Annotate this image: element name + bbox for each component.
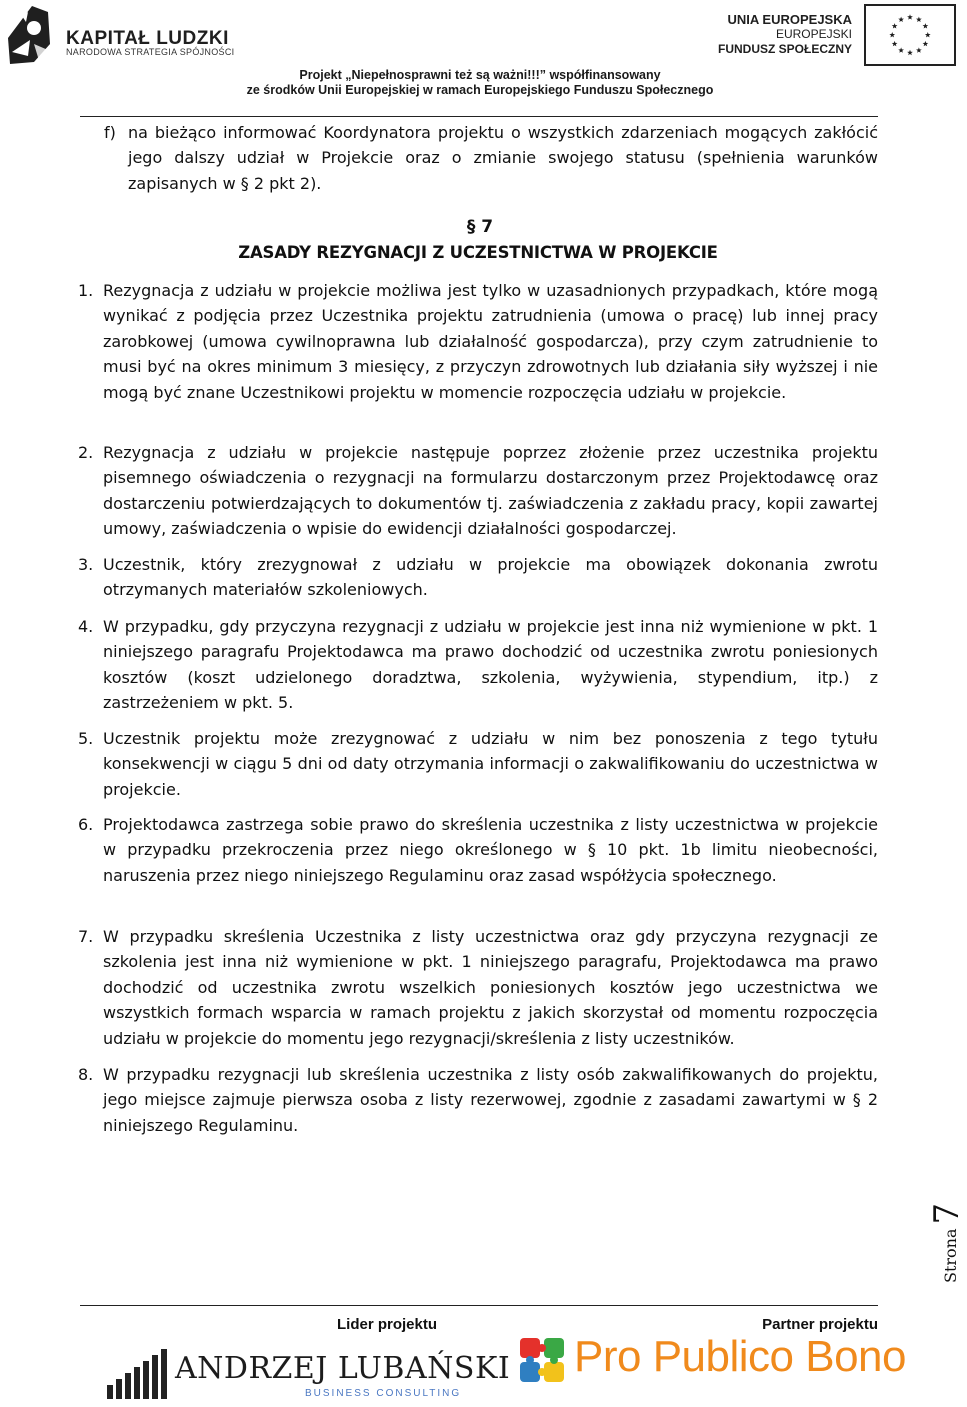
- list-item: [78, 924, 878, 1051]
- item-text: Rezygnacja z udziału w projekcie możliwa jest tylko w uzasadnionych przypadkach, które mogą wynikać z podjęcia przez Uczestnika projektu zatrudnienia (umowa o pracę) lub innej pracy zarobkowej (umowa cywilnoprawna lub działalność gospodarcza), przy czym zatrudnienie to musi być na okres minimum 3 miesięcy, z przyczyn zdrowotnych lub działania siły wyższej i nie mogą być znane Uczestnikowi projektu w momencie rozpoczęcia udziału w projekcie.: [103, 281, 878, 402]
- list-item: [78, 614, 878, 716]
- item-number: 2.: [78, 443, 94, 462]
- page-number-rotated: [927, 1203, 967, 1283]
- page-number-block: [925, 1195, 965, 1295]
- lider-logo: [105, 1345, 511, 1403]
- item-number: 8.: [78, 1065, 94, 1084]
- header-rule: [80, 116, 878, 117]
- list-item: [78, 726, 878, 802]
- lider-name: ANDRZEJ LUBAŃSKI: [175, 1351, 511, 1386]
- list-item: [78, 440, 878, 542]
- section-mark: § 7: [466, 217, 494, 237]
- item-text: Rezygnacja z udziału w projekcie następuje poprzez złożenie przez uczestnika projektu pisemnego oświadczenia o rezygnacji na formularzu dostarczonym przez Projektodawcę oraz dostarczeniu potwierdzających to dokumentów tj. zaświadczenia z zakładu pracy, kopii zawartej umowy, zaświadczenia o wpisie do ewidencji działalności gospodarczej.: [103, 443, 878, 539]
- footer-rule: [80, 1305, 878, 1306]
- intro-label: f): [104, 123, 116, 142]
- intro-paragraph: [104, 120, 878, 196]
- partner-name: Pro Publico Bono: [574, 1332, 906, 1381]
- project-line-1: Projekt „Niepełnosprawni też są ważni!!!” współfinansowany: [299, 68, 661, 82]
- project-line-2: ze środków Unii Europejskiej w ramach Europejskiego Funduszu Społecznego: [246, 83, 714, 97]
- kapital-ludzki-logo-icon: [4, 4, 64, 70]
- item-number: 3.: [78, 555, 94, 574]
- kapital-ludzki-name: KAPITAŁ LUDZKI: [66, 28, 229, 49]
- item-number: 6.: [78, 815, 94, 834]
- section-title: ZASADY REZYGNACJI Z UCZESTNICTWA W PROJEKCIE: [238, 243, 718, 262]
- list-item: [78, 812, 878, 888]
- item-text: W przypadku, gdy przyczyna rezygnacji z udziału w projekcie jest inna niż wymienione w pkt. 1 niniejszego paragrafu Projektodawca ma prawo dochodzić od uczestnika zwrotu poniesionych kosztów (koszt udzielonego doradztwa, szkolenia, wyżywienia, stypendium, itp.) z zastrzeżeniem w pkt. 5.: [103, 617, 878, 713]
- eu-fund-label: [718, 12, 852, 57]
- eu-line-3: FUNDUSZ SPOŁECZNY: [717, 42, 852, 56]
- page-header: [0, 0, 960, 120]
- list-item: [78, 1062, 878, 1138]
- item-number: 7.: [78, 927, 94, 946]
- item-number: 4.: [78, 617, 94, 636]
- lider-label: Lider projektu: [337, 1316, 438, 1333]
- page-word: Strona: [941, 1228, 960, 1283]
- item-text: W przypadku skreślenia Uczestnika z listy uczestnictwa oraz gdy przyczyna rezygnacji ze szkolenia jest inna niż wymienione w pkt. 1 niniejszego paragrafu, Projektodawca ma prawo dochodzić od uczestnika zwrotu wszelkich poniesionych kosztów jego uczestnictwa we wszystkich formach wsparcia w ramach projektu z jakich skorzystał od momentu rozpoczęcia udziału w projekcie do momentu jego rezygnacji/skreślenia z listy uczestników.: [103, 927, 878, 1048]
- list-item: [78, 552, 878, 603]
- bar-chart-logo-icon: [105, 1345, 175, 1403]
- partner-label: Partner projektu: [762, 1316, 878, 1333]
- eu-flag-icon: [864, 4, 956, 66]
- list-item: [78, 278, 878, 405]
- eu-line-1: UNIA EUROPEJSKA: [727, 12, 852, 27]
- item-text: Uczestnik, który zrezygnował z udziału w projekcie ma obowiązek dokonania zwrotu otrzymanych materiałów szkoleniowych.: [103, 555, 878, 600]
- page-number: 7: [927, 1202, 967, 1225]
- puzzle-logo-icon: [518, 1336, 566, 1384]
- partner-logo: [518, 1332, 906, 1392]
- lider-subtitle: BUSINESS CONSULTING: [305, 1388, 462, 1399]
- eu-line-2: EUROPEJSKI: [775, 27, 852, 41]
- intro-text: na bieżąco informować Koordynatora projektu o wszystkich zdarzeniach mogących zakłócić jego dalszy udział w Projekcie oraz o zmianie swojego statusu (spełnienia warunków zapisanych w § 2 pkt 2).: [128, 123, 878, 193]
- item-number: 5.: [78, 729, 94, 748]
- kapital-ludzki-subtitle: NARODOWA STRATEGIA SPÓJNOŚCI: [66, 47, 235, 57]
- item-number: 1.: [78, 281, 94, 300]
- item-text: W przypadku rezygnacji lub skreślenia uczestnika z listy osób zakwalifikowanych do projektu, jego miejsce zajmuje pierwsza osoba z listy rezerwowej, zgodnie z zasadami zawartymi w § 2 niniejszego Regulaminu.: [103, 1065, 878, 1135]
- item-text: Uczestnik projektu może zrezygnować z udziału w nim bez ponoszenia z tego tytułu konsekwencji w ciągu 5 dni od daty otrzymania informacji o zakwalifikowaniu do uczestnictwa w projekcie.: [103, 729, 878, 799]
- item-text: Projektodawca zastrzega sobie prawo do skreślenia uczestnika z listy uczestnictwa w projekcie w przypadku przekroczenia przez niego określonego w § 10 pkt. 1b limitu nieobecności, naruszenia przez niego niniejszego Regulaminu oraz zasad współżycia społecznego.: [103, 815, 878, 885]
